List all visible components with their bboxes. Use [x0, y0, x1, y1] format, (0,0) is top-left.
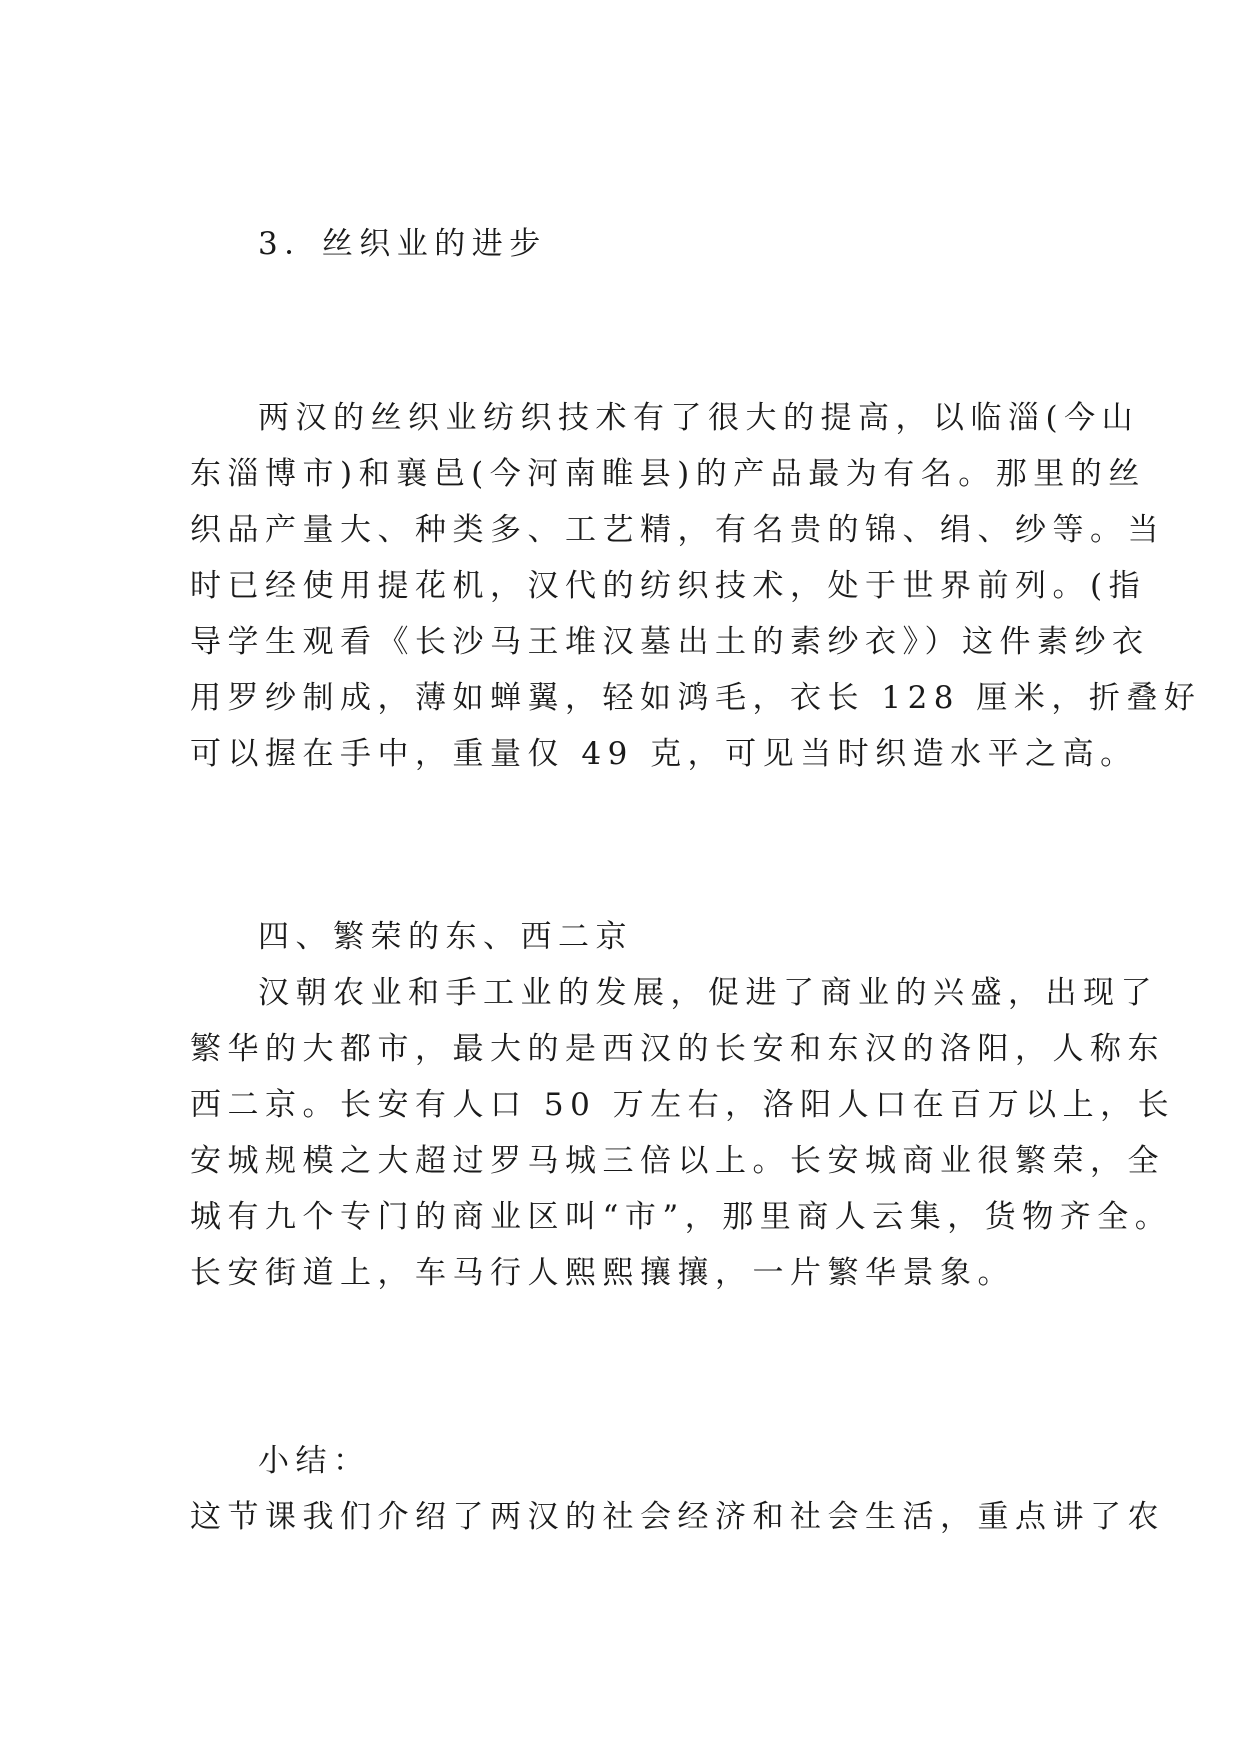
section-3-heading: 3．丝织业的进步	[258, 226, 547, 262]
section-4-line-3: 西二京。长安有人口 50 万左右，洛阳人口在百万以上，长	[190, 1087, 1176, 1123]
section-4-line-1: 汉朝农业和手工业的发展，促进了商业的兴盛，出现了	[258, 975, 1158, 1011]
summary-heading: 小结：	[258, 1443, 371, 1479]
section-4-line-5: 城有九个专门的商业区叫“市”，那里商人云集，货物齐全。	[190, 1199, 1173, 1235]
section-3-line-5: 导学生观看《长沙马王堆汉墓出土的素纱衣》）这件素纱衣	[190, 624, 1150, 660]
section-4-line-2: 繁华的大都市，最大的是西汉的长安和东汉的洛阳，人称东	[190, 1031, 1165, 1067]
section-3-line-4: 时已经使用提花机，汉代的纺织技术，处于世界前列。(指	[190, 568, 1147, 604]
section-3-line-3: 织品产量大、种类多、工艺精，有名贵的锦、绢、纱等。当	[190, 512, 1165, 548]
section-3-line-2: 东淄博市)和襄邑(今河南睢县)的产品最为有名。那里的丝	[190, 456, 1146, 492]
section-3-line-7: 可以握在手中，重量仅 49 克，可见当时织造水平之高。	[190, 736, 1138, 772]
section-3-line-1: 两汉的丝织业纺织技术有了很大的提高，以临淄(今山	[258, 400, 1140, 436]
section-3-line-6: 用罗纱制成，薄如蝉翼，轻如鸿毛，衣长 128 厘米，折叠好	[190, 680, 1202, 716]
section-4-line-4: 安城规模之大超过罗马城三倍以上。长安城商业很繁荣，全	[190, 1143, 1165, 1179]
section-4-heading: 四、繁荣的东、西二京	[258, 919, 633, 955]
section-4-line-6: 长安街道上，车马行人熙熙攘攘，一片繁华景象。	[190, 1255, 1015, 1291]
summary-line-1: 这节课我们介绍了两汉的社会经济和社会生活，重点讲了农	[190, 1499, 1165, 1535]
